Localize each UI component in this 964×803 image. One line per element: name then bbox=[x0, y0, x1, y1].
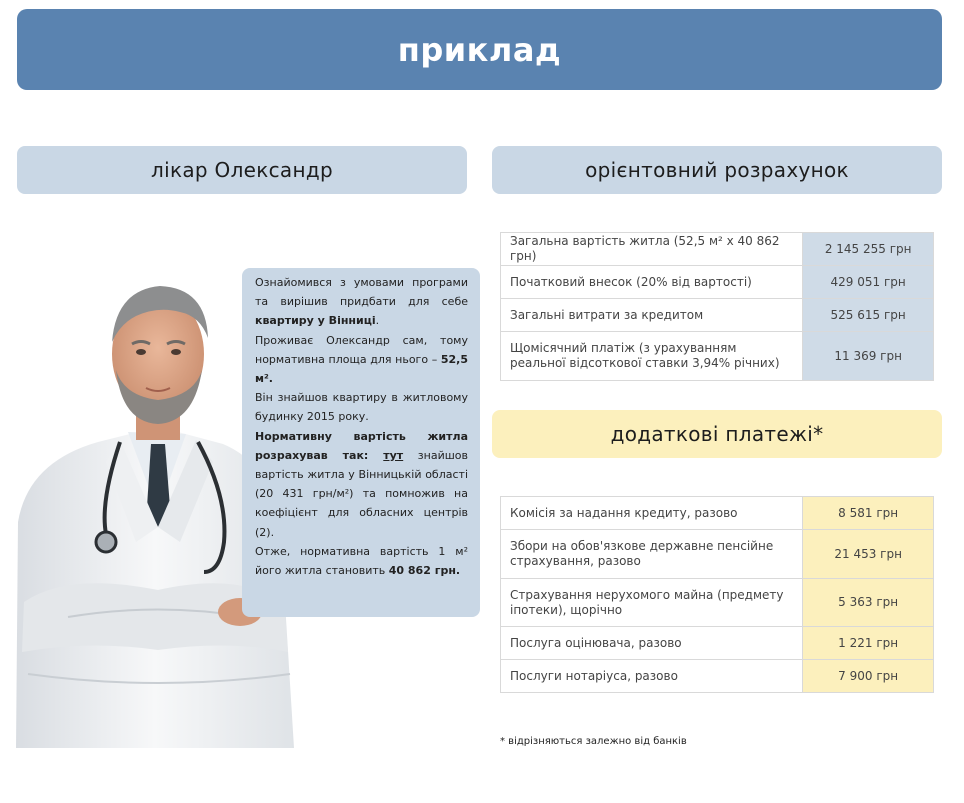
row-value: 429 051 грн bbox=[803, 266, 934, 299]
section-header-doctor bbox=[17, 146, 467, 194]
story-paragraph-5 bbox=[255, 542, 468, 580]
table-row bbox=[501, 579, 934, 627]
page-banner bbox=[17, 9, 942, 90]
story-text: . bbox=[375, 314, 380, 328]
story-bold-price: 40 862 грн. bbox=[388, 564, 461, 578]
table-row bbox=[501, 266, 934, 299]
story-bold-city: квартиру у Вінниці bbox=[255, 314, 376, 328]
story-paragraph-1 bbox=[255, 273, 468, 331]
row-value: 8 581 грн bbox=[803, 497, 934, 530]
row-value: 1 221 грн bbox=[803, 627, 934, 660]
calculation-table bbox=[500, 232, 934, 381]
section-header-doctor-label: лікар Олександр bbox=[151, 158, 333, 182]
story-text: Проживає Олександр сам, тому нормативна площа для нього – bbox=[255, 333, 468, 366]
story-text: Отже, нормативна вартість 1 м² його житла становить bbox=[255, 544, 468, 578]
story-paragraph-4 bbox=[255, 427, 468, 542]
row-value: 2 145 255 грн bbox=[803, 233, 934, 266]
row-value: 11 369 грн bbox=[803, 332, 934, 381]
table-row bbox=[501, 332, 934, 381]
table-row bbox=[501, 627, 934, 660]
row-label: Початковий внесок (20% від вартості) bbox=[501, 266, 803, 299]
row-label: Страхування нерухомого майна (предмету іпотеки), щорічно bbox=[501, 579, 803, 627]
footnote: * відрізняються залежно від банків bbox=[500, 736, 687, 747]
table-row bbox=[501, 530, 934, 579]
section-header-calculation-label: орієнтовний розрахунок bbox=[585, 158, 849, 182]
table-row bbox=[501, 660, 934, 693]
table-row bbox=[501, 497, 934, 530]
row-label: Послуга оцінювача, разово bbox=[501, 627, 803, 660]
row-value: 5 363 грн bbox=[803, 579, 934, 627]
story-bold-area: 52,5 м². bbox=[255, 352, 468, 386]
row-value: 525 615 грн bbox=[803, 299, 934, 332]
row-label: Щомісячний платіж (з урахуванням реальної відсоткової ставки 3,94% річних) bbox=[501, 332, 803, 381]
story-text: знайшов вартість житла у Вінницькій області (20 431 грн/м²) та помножив на коефіцієнт для обласних центрів (2). bbox=[255, 448, 468, 539]
row-label: Послуги нотаріуса, разово bbox=[501, 660, 803, 693]
row-label: Загальна вартість житла (52,5 м² х 40 862 грн) bbox=[501, 233, 803, 266]
row-label: Збори на обов'язкове державне пенсійне страхування, разово bbox=[501, 530, 803, 579]
row-value: 21 453 грн bbox=[803, 530, 934, 579]
section-header-extra-payments bbox=[492, 410, 942, 458]
section-header-calculation bbox=[492, 146, 942, 194]
table-row bbox=[501, 233, 934, 266]
page-title: приклад bbox=[397, 30, 562, 69]
row-value: 7 900 грн bbox=[803, 660, 934, 693]
story-paragraph-2 bbox=[255, 331, 468, 389]
doctor-story bbox=[242, 268, 480, 617]
story-bold-calc: Нормативну вартість житла розрахував так: bbox=[255, 429, 468, 462]
story-link-here[interactable]: тут bbox=[383, 448, 404, 462]
row-label: Комісія за надання кредиту, разово bbox=[501, 497, 803, 530]
section-header-extra-payments-label: додаткові платежі* bbox=[610, 422, 824, 446]
story-text: Ознайомився з умовами програми та вирішив придбати для себе bbox=[255, 276, 468, 309]
table-row bbox=[501, 299, 934, 332]
story-paragraph-3: Він знайшов квартиру в житловому будинку 2015 року. bbox=[255, 391, 468, 424]
extra-payments-table bbox=[500, 496, 934, 693]
row-label: Загальні витрати за кредитом bbox=[501, 299, 803, 332]
